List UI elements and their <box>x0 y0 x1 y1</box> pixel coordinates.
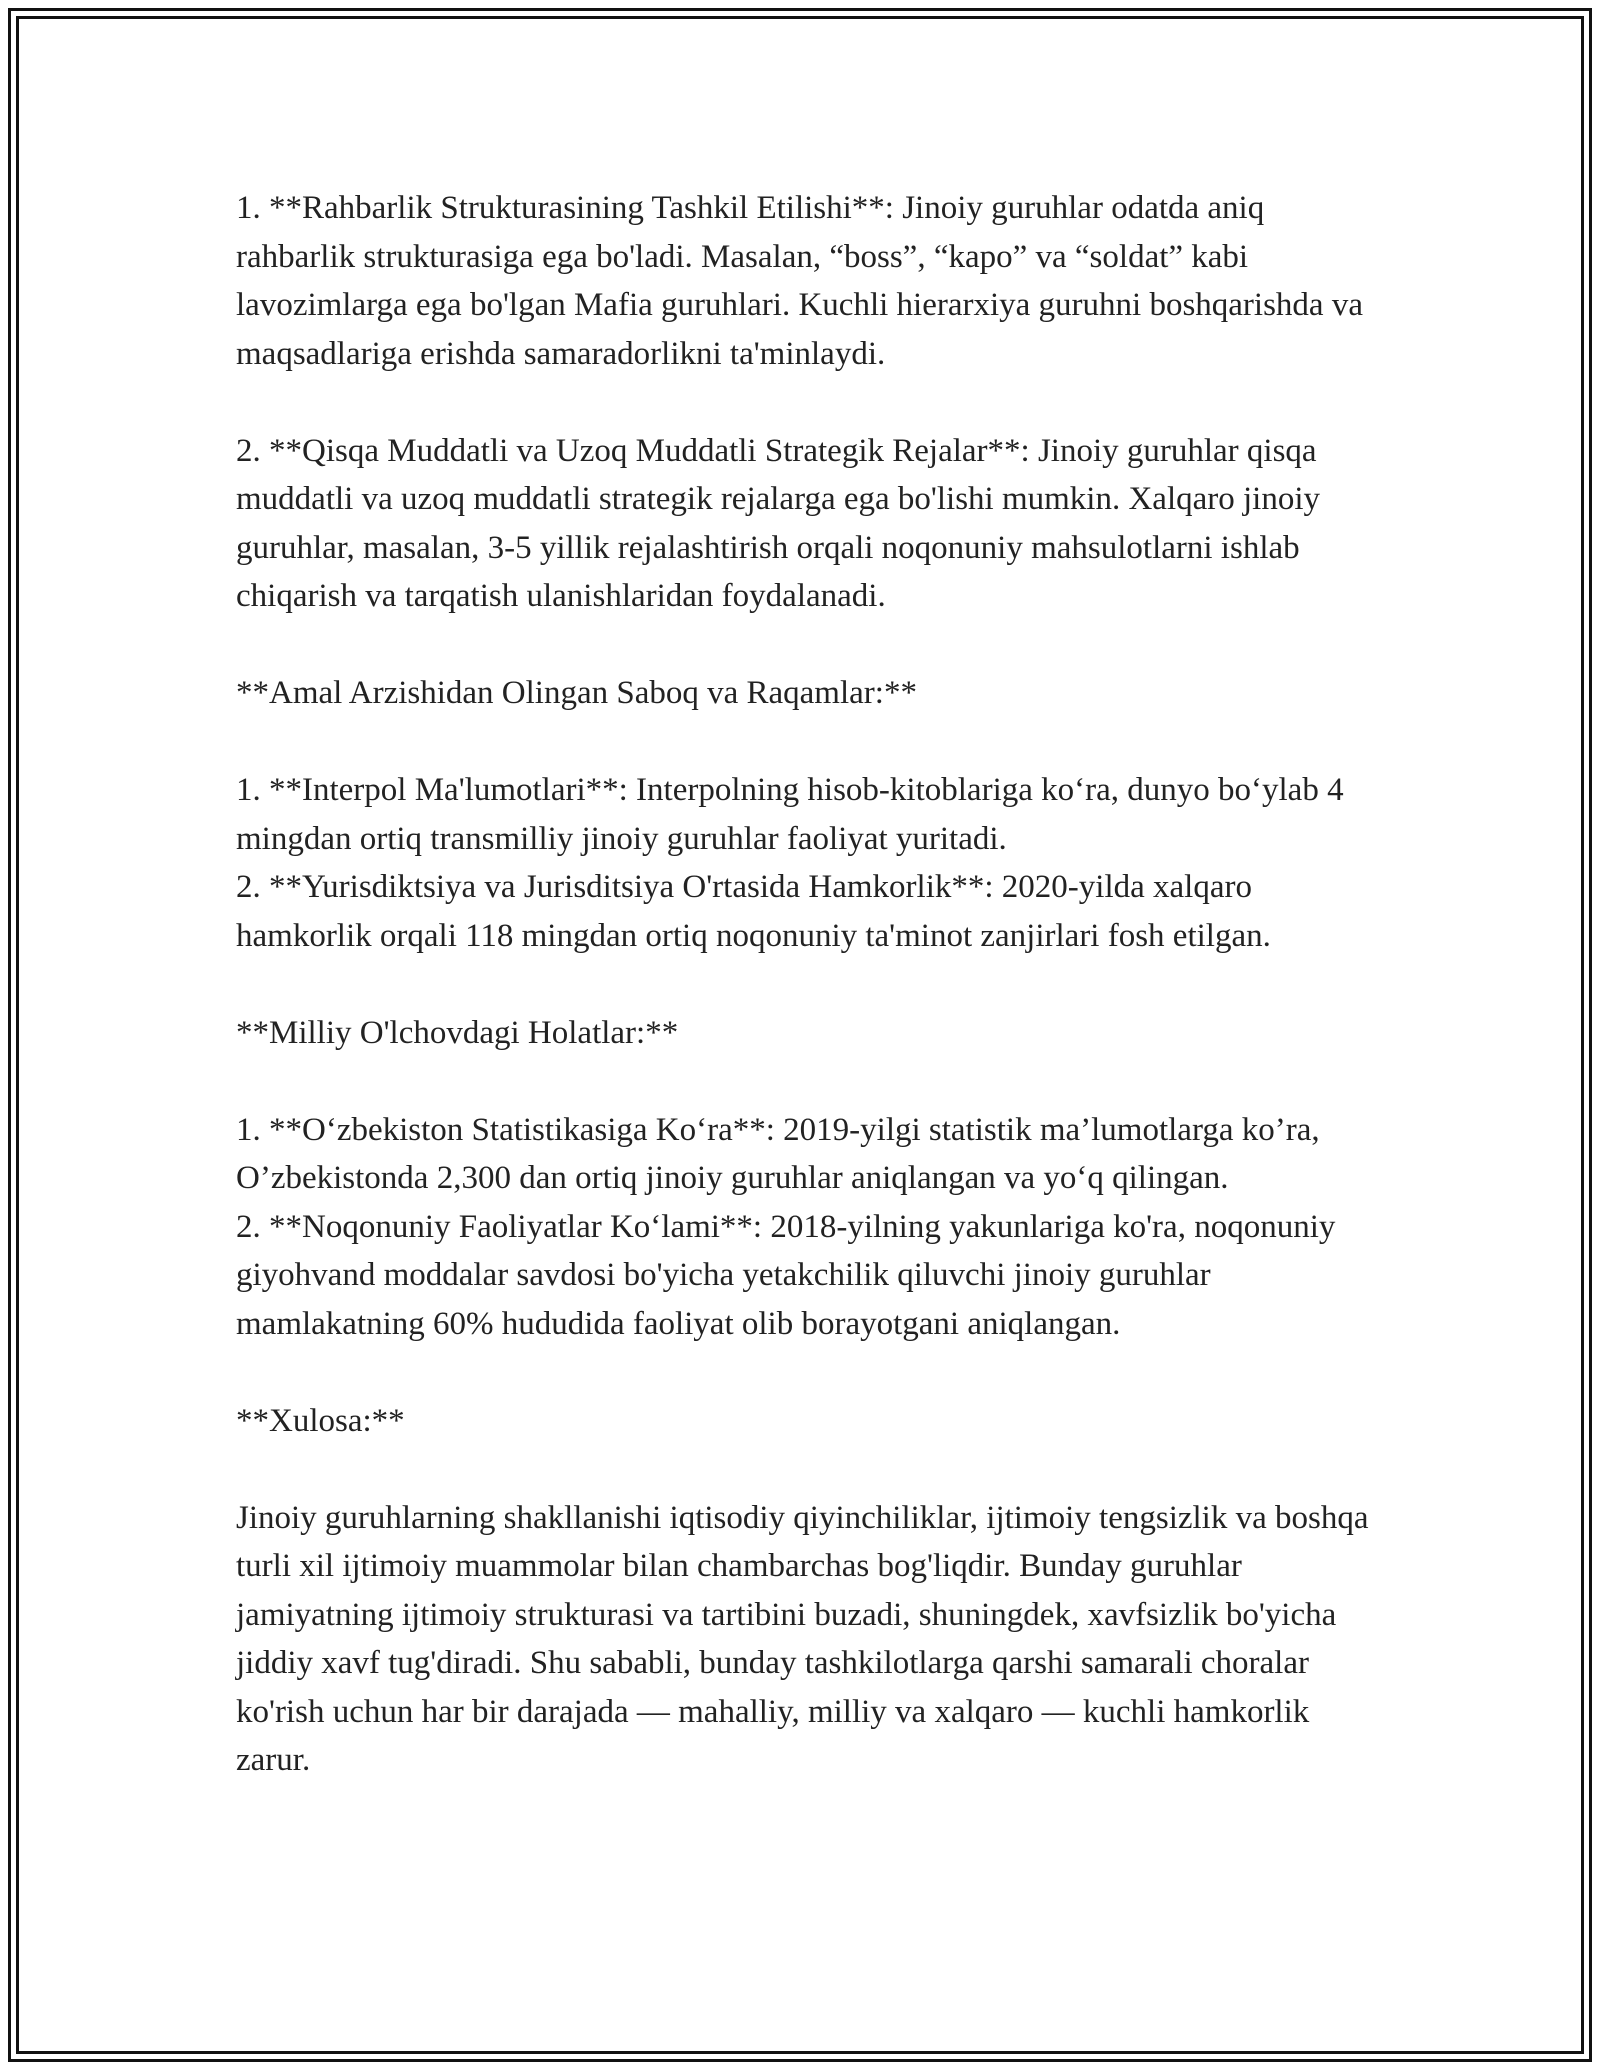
paragraph-gap <box>236 1057 1376 1106</box>
document-body <box>236 184 1376 1785</box>
paragraph-strategic-plans: 2. **Qisqa Muddatli va Uzoq Muddatli Strategik Rejalar**: Jinoiy guruhlar qisqa muddatli va uzoq muddatli strategik rejalarga ega bo'lishi mumkin. Xalqaro jinoiy guruhlar, masalan, 3-5 yillik rejalashtirish orqali noqonuniy mahsulotlarni ishlab chiqarish va tarqatish ulanishlaridan foydalanadi. <box>236 432 1321 614</box>
heading-national-cases: **Milliy O'lchovdagi Holatlar:** <box>236 1014 679 1051</box>
paragraph-leadership-structure: 1. **Rahbarlik Strukturasining Tashkil Etilishi**: Jinoiy guruhlar odatda aniq rahbarlik strukturasiga ega bo'ladi. Masalan, “boss”, “kapo” va “soldat” kabi lavozimlarga ega bo'lgan Mafia guruhlari. Kuchli hierarxiya guruhni boshqarishda va maqsadlariga erishda samaradorlikni ta'minlaydi. <box>236 190 1363 372</box>
paragraph-gap <box>236 378 1376 427</box>
paragraph-cooperation: 2. **Yurisdiktsiya va Jurisditsiya O'rtasida Hamkorlik**: 2020-yilda xalqaro hamkorlik orqali 118 mingdan ortiq noqonuniy ta'minot zanjirlari fosh etilgan. <box>236 869 1271 954</box>
paragraph-gap <box>236 1445 1376 1494</box>
paragraph-illegal-activities-scope: 2. **Noqonuniy Faoliyatlar Ko‘lami**: 2018-yilning yakunlariga ko'ra, noqonuniy giyohvand moddalar savdosi bo'yicha yetakchilik qiluvchi jinoiy guruhlar mamlakatning 60% hududida faoliyat olib borayotgani aniqlangan. <box>236 1208 1336 1342</box>
paragraph-interpol-data: 1. **Interpol Ma'lumotlari**: Interpolning hisob-kitoblariga ko‘ra, dunyo bo‘ylab 4 mingdan ortiq transmilliy jinoiy guruhlar faoliyat yuritadi. <box>236 772 1344 857</box>
paragraph-conclusion: Jinoiy guruhlarning shakllanishi iqtisodiy qiyinchiliklar, ijtimoiy tengsizlik va boshqa turli xil ijtimoiy muammolar bilan chambarchas bog'liqdir. Bunday guruhlar jamiyatning ijtimoiy strukturasi va tartibini buzadi, shuningdek, xavfsizlik bo'yicha jiddiy xavf tug'diradi. Shu sababli, bunday tashkilotlarga qarshi samarali choralar ko'rish uchun har bir darajada — mahalliy, milliy va xalqaro — kuchli hamkorlik zarur. <box>236 1499 1369 1778</box>
paragraph-gap <box>236 960 1376 1009</box>
paragraph-gap <box>236 621 1376 670</box>
paragraph-gap <box>236 718 1376 767</box>
paragraph-gap <box>236 1348 1376 1397</box>
paragraph-uzbekistan-statistics: 1. **O‘zbekiston Statistikasiga Ko‘ra**: 2019-yilgi statistik ma’lumotlarga ko’ra, O’zbekistonda 2,300 dan ortiq jinoiy guruhlar aniqlangan va yo‘q qilingan. <box>236 1111 1320 1196</box>
heading-conclusion: **Xulosa:** <box>236 1402 405 1439</box>
heading-lessons-and-numbers: **Amal Arzishidan Olingan Saboq va Raqamlar:** <box>236 675 917 711</box>
